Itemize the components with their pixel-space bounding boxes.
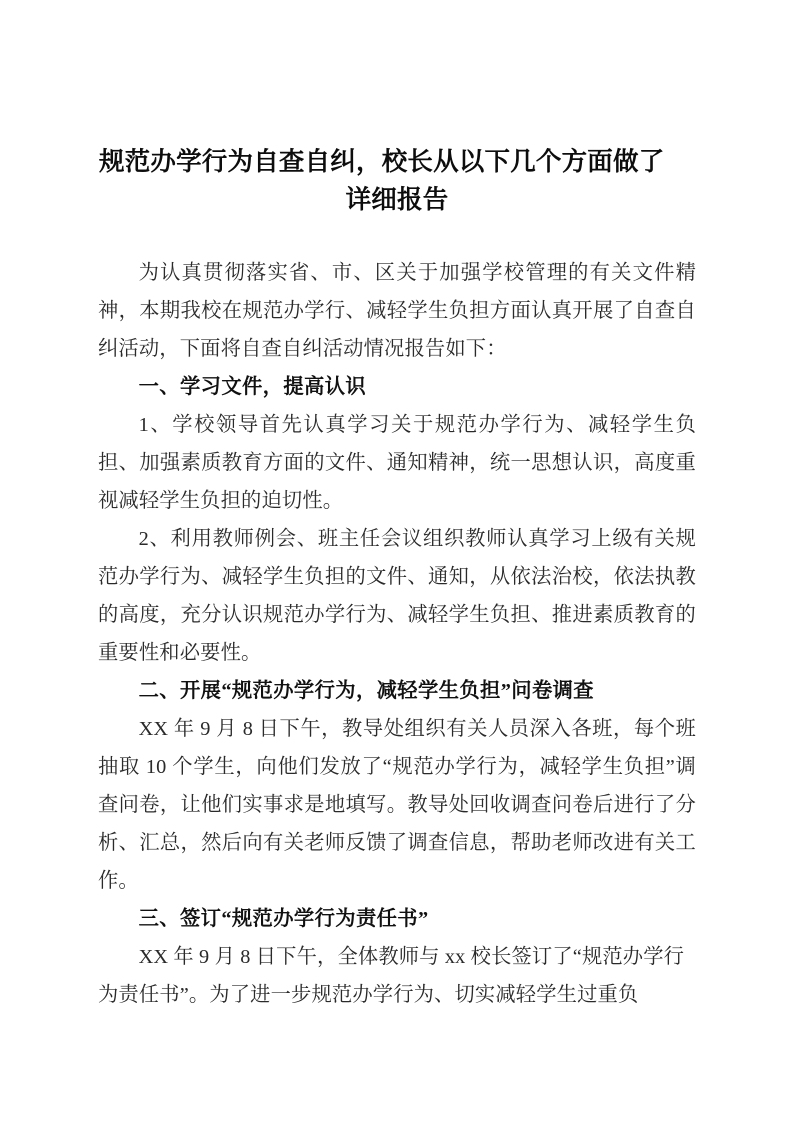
section-heading-3: 三、签订“规范办学行为责任书” — [138, 908, 429, 930]
section-heading-1: 一、学习文件，提高认识 — [138, 376, 367, 398]
section-1-item-1: 1、学校领导首先认真学习关于规范办学行为、减轻学生负担、加强素质教育方面的文件、通知精神，统一思想认识，高度重视减轻学生负担的迫切性。 — [98, 414, 696, 512]
section-2-body: XX 年 9 月 8 日下午，教导处组织有关人员深入各班，每个班抽取 10 个学生，向他们发放了“规范办学行为，减轻学生负担”调查问卷，让他们实事求是地填写。教导处回收调查问卷后进行了分析、汇总，然后向有关老师反馈了调查信息，帮助老师改进有关工作。 — [98, 718, 696, 892]
section-heading-2: 二、开展“规范办学行为，减轻学生负担”问卷调查 — [138, 680, 594, 702]
intro-paragraph: 为认真贯彻落实省、市、区关于加强学校管理的有关文件精神，本期我校在规范办学行、减轻学生负担方面认真开展了自查自纠活动，下面将自查自纠活动情况报告如下： — [98, 262, 696, 360]
page-title-line-2: 详细报告 — [345, 185, 449, 215]
document-content — [98, 0, 696, 1014]
section-1-item-2: 2、利用教师例会、班主任会议组织教师认真学习上级有关规范办学行为、减轻学生负担的文件、通知，从依法治校，依法执教的高度，充分认识规范办学行为、减轻学生负担、推进素质教育的重要性和必要性。 — [98, 528, 696, 664]
section-3-body: XX 年 9 月 8 日下午，全体教师与 xx 校长签订了“规范办学行为责任书”。为了进一步规范办学行为、切实减轻学生过重负 — [98, 946, 685, 1006]
page-title-line-1: 规范办学行为自查自纠，校长从以下几个方面做了 — [99, 147, 665, 177]
document-body — [98, 254, 696, 1014]
page-title — [98, 0, 696, 219]
